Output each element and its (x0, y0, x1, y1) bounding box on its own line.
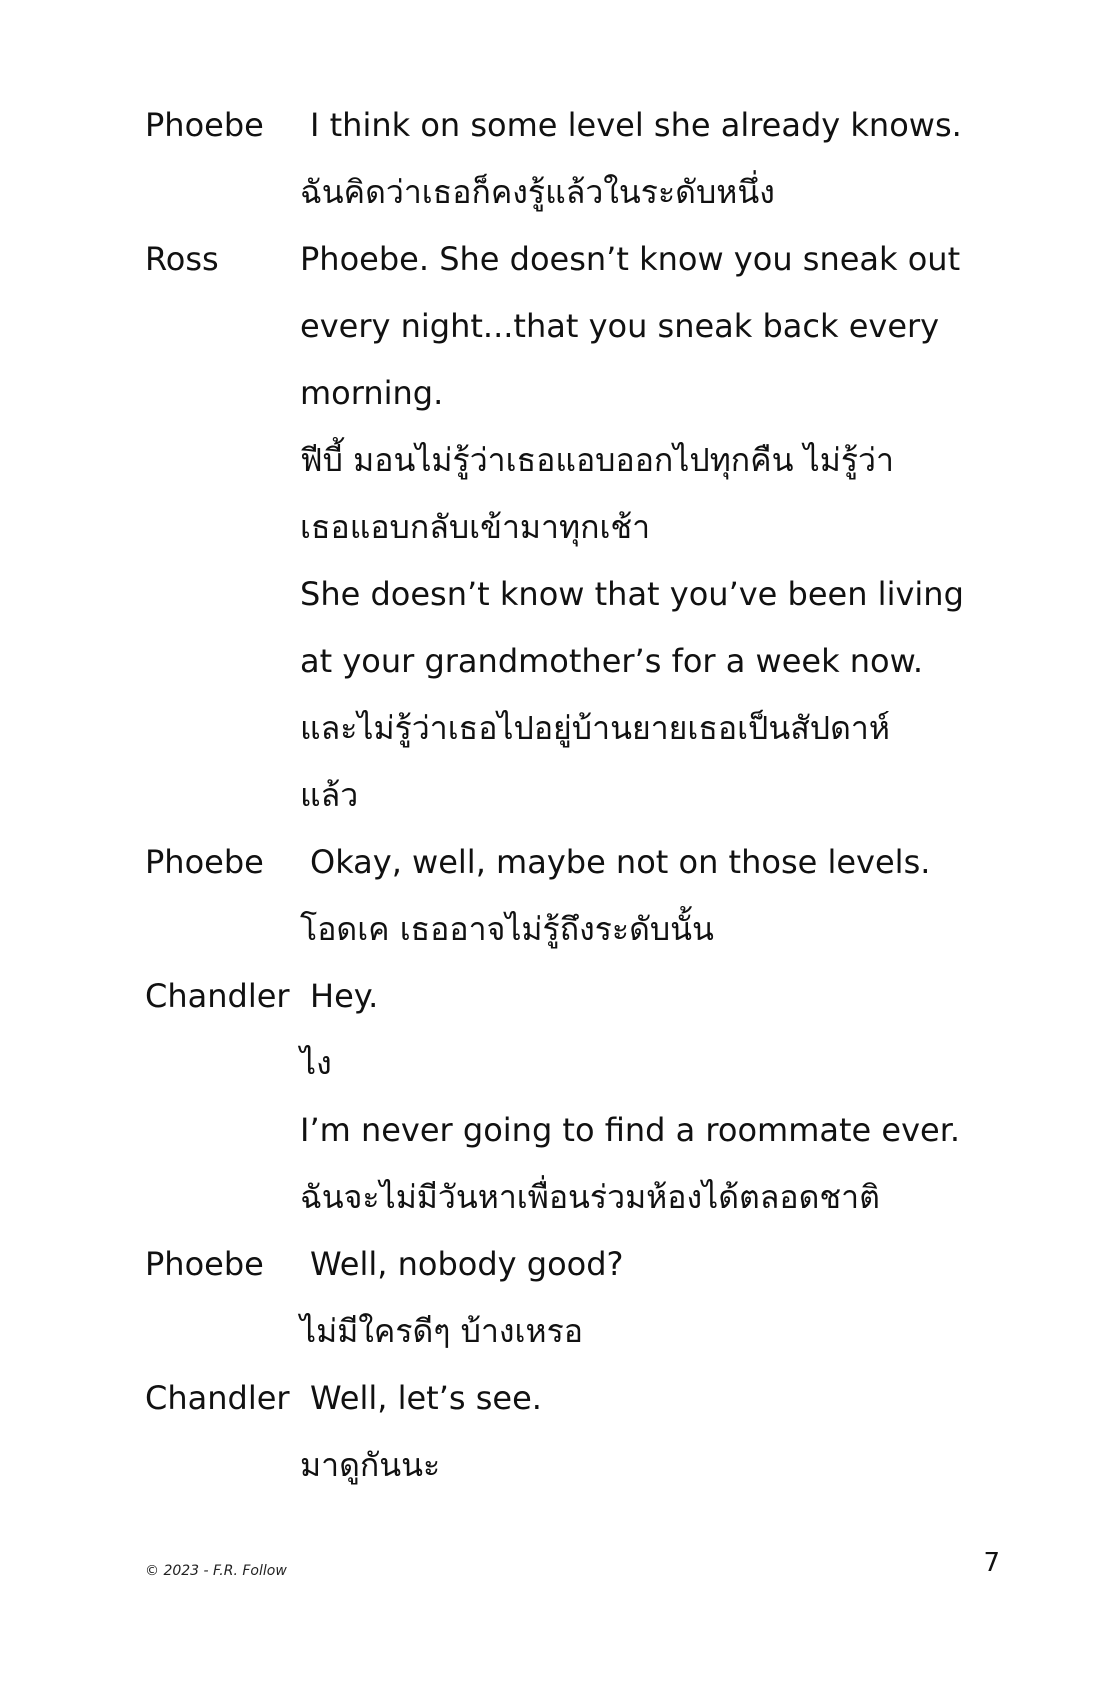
dialogue-line: morning. (300, 374, 444, 412)
dialogue-line: ฉันคิดว่าเธอก็คงรู้แล้วในระดับหนึ่ง (300, 173, 775, 211)
dialogue-line: every night...that you sneak back every (300, 307, 940, 345)
speaker-name: Chandler (145, 977, 290, 1015)
dialogue-line: I think on some level she already knows. (310, 106, 962, 144)
dialogue-line: Okay, well, maybe not on those levels. (310, 843, 931, 881)
dialogue-line: I’m never going to find a roommate ever. (300, 1111, 961, 1149)
dialogue-line: แล้ว (300, 776, 359, 814)
dialogue-entry (145, 226, 1005, 829)
dialogue-entry (145, 1231, 1005, 1365)
page-number: 7 (983, 1548, 1000, 1578)
dialogue-line: ฟีบี้ มอนไม่รู้ว่าเธอแอบออกไปทุกคืน ไม่รู้ว่า (300, 441, 894, 479)
dialogue-lines (300, 92, 1005, 226)
dialogue-line: Well, let’s see. (310, 1379, 542, 1417)
speaker-name: Ross (145, 240, 219, 278)
dialogue-lines (300, 1365, 1005, 1499)
dialogue-line: มาดูกันนะ (300, 1446, 441, 1484)
script-body (145, 92, 1005, 1499)
dialogue-lines (300, 226, 1005, 829)
dialogue-line: Phoebe. She doesn’t know you sneak out (300, 240, 961, 278)
copyright-notice: © 2023 - F.R. Follow (145, 1563, 287, 1579)
dialogue-lines (300, 963, 1005, 1231)
dialogue-line: at your grandmother’s for a week now. (300, 642, 924, 680)
dialogue-line: เธอแอบกลับเข้ามาทุกเช้า (300, 508, 651, 546)
speaker-name: Chandler (145, 1379, 290, 1417)
dialogue-line: Hey. (310, 977, 379, 1015)
dialogue-entry (145, 963, 1005, 1231)
speaker-name: Phoebe (145, 843, 264, 881)
dialogue-line: ไม่มีใครดีๆ บ้างเหรอ (300, 1312, 583, 1350)
dialogue-line: โอดเค เธออาจไม่รู้ถึงระดับนั้น (300, 910, 714, 948)
dialogue-entry (145, 1365, 1005, 1499)
dialogue-line: ฉันจะไม่มีวันหาเพื่อนร่วมห้องได้ตลอดชาติ (300, 1178, 880, 1216)
dialogue-entry (145, 92, 1005, 226)
dialogue-lines (300, 1231, 1005, 1365)
dialogue-line: ไง (300, 1044, 332, 1082)
dialogue-line: She doesn’t know that you’ve been living (300, 575, 964, 613)
dialogue-lines (300, 829, 1005, 963)
speaker-name: Phoebe (145, 1245, 264, 1283)
dialogue-line: Well, nobody good? (310, 1245, 624, 1283)
speaker-name: Phoebe (145, 106, 264, 144)
dialogue-entry (145, 829, 1005, 963)
dialogue-line: และไม่รู้ว่าเธอไปอยู่บ้านยายเธอเป็นสัปดาห์ (300, 709, 890, 747)
